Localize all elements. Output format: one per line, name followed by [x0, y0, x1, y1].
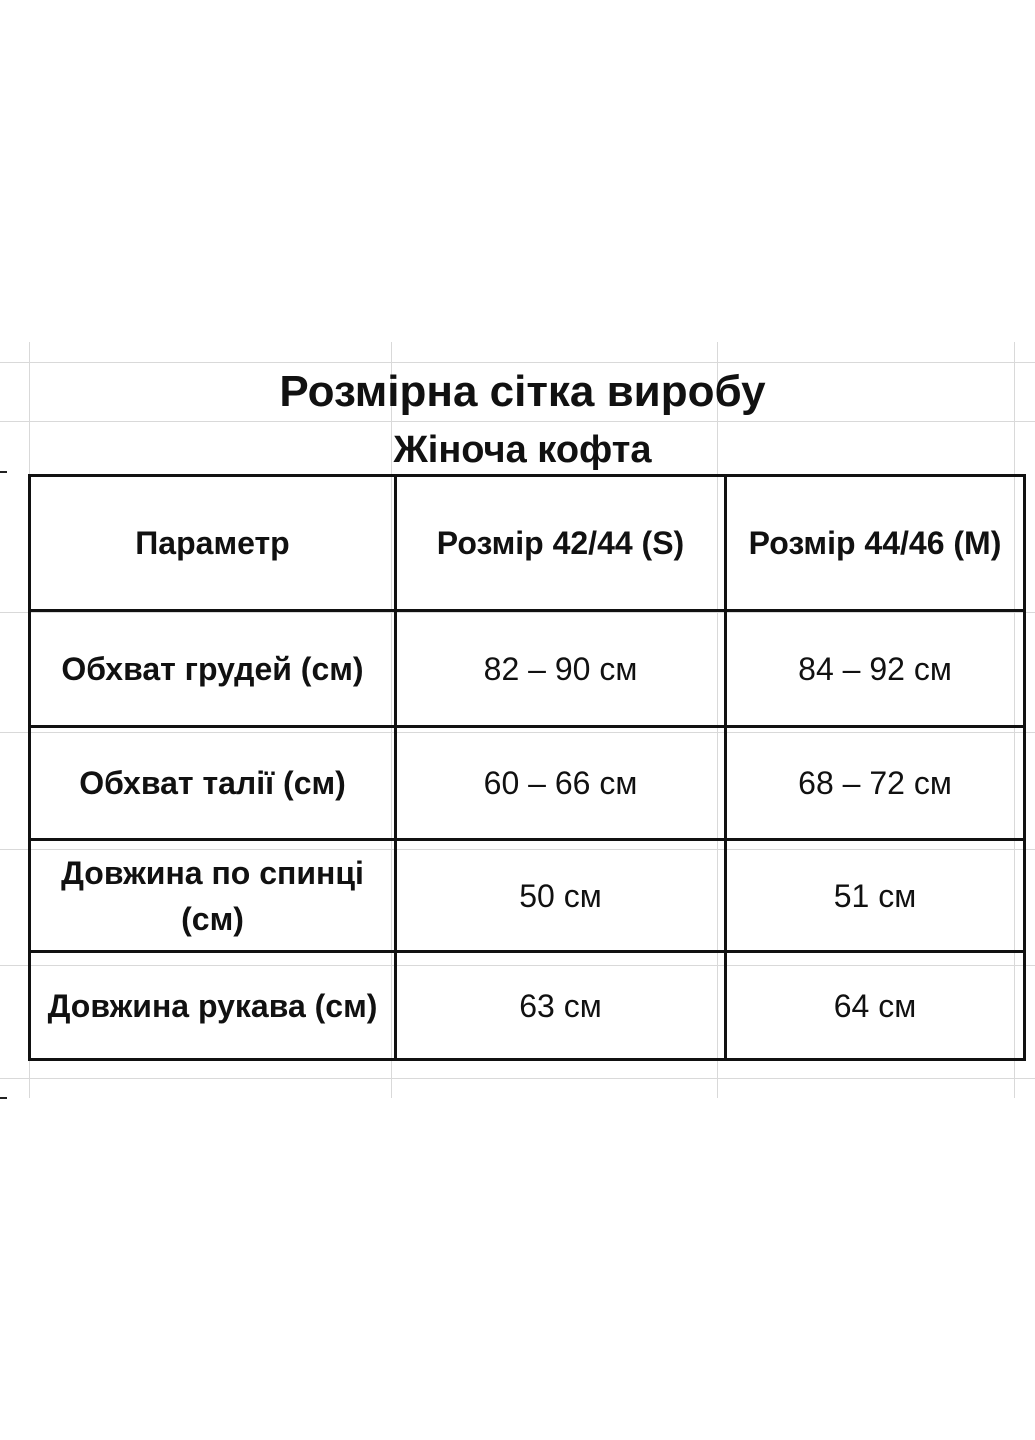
table-row — [30, 727, 1025, 840]
grid-line-horizontal — [0, 1078, 1035, 1079]
edge-tick — [0, 1097, 7, 1099]
table-row — [30, 952, 1025, 1060]
row-label-sleeve-length: Довжина рукава (см) — [30, 952, 396, 1060]
header-cell-size-m: Розмір 44/46 (M) — [726, 476, 1025, 611]
row-label-chest: Обхват грудей (см) — [30, 611, 396, 727]
page-title: Розмірна сітка виробу — [279, 367, 766, 416]
cell-back-length-s: 50 см — [396, 840, 726, 952]
cell-chest-m: 84 – 92 см — [726, 611, 1025, 727]
grid-line-horizontal — [0, 421, 1035, 422]
table-row — [30, 611, 1025, 727]
grid-line-horizontal — [0, 362, 1035, 363]
size-chart-table — [28, 474, 1026, 1061]
table-header-row — [30, 476, 1025, 611]
cell-waist-m: 68 – 72 см — [726, 727, 1025, 840]
row-label-waist: Обхват талії (см) — [30, 727, 396, 840]
cell-chest-s: 82 – 90 см — [396, 611, 726, 727]
edge-tick — [0, 471, 7, 473]
table-row — [30, 840, 1025, 952]
cell-sleeve-length-m: 64 см — [726, 952, 1025, 1060]
row-label-back-length: Довжина по спинці (см) — [30, 840, 396, 952]
page-subtitle: Жіноча кофта — [393, 429, 652, 471]
cell-sleeve-length-s: 63 см — [396, 952, 726, 1060]
header-cell-size-s: Розмір 42/44 (S) — [396, 476, 726, 611]
header-cell-parameter: Параметр — [30, 476, 396, 611]
cell-waist-s: 60 – 66 см — [396, 727, 726, 840]
cell-back-length-m: 51 см — [726, 840, 1025, 952]
